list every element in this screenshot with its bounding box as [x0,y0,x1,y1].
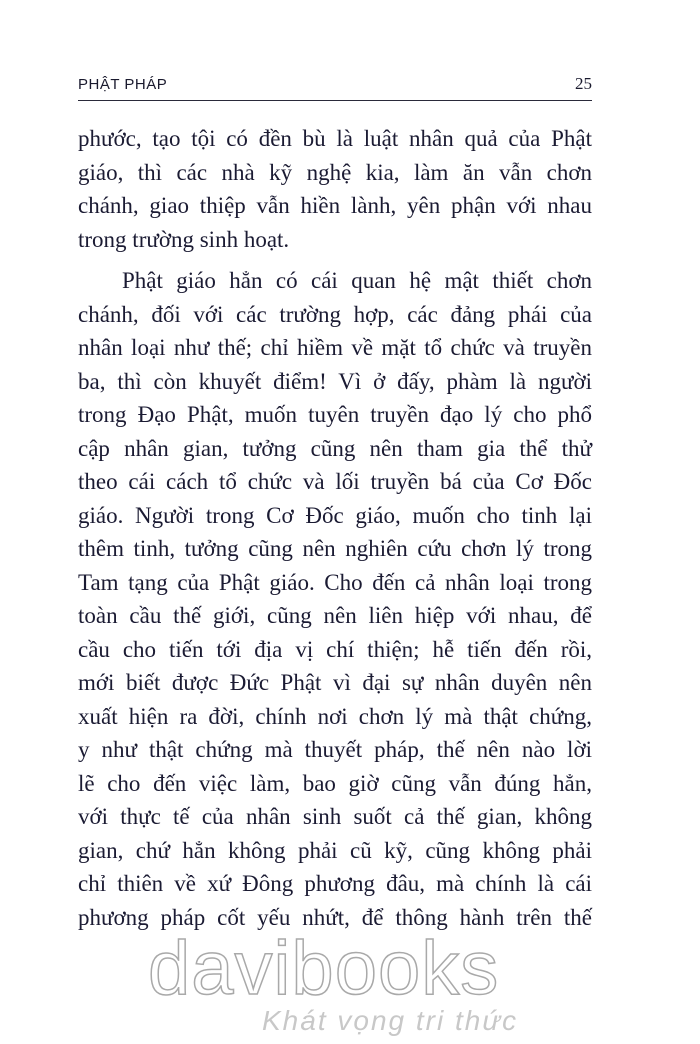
header-rule [78,100,592,101]
text-line: chánh, đối với các trường hợp, các đảng phái của [78,301,592,327]
text-line: nhân loại như thế; chỉ hiềm về mặt tổ chức và truyền [78,335,592,360]
text-line: trong trường sinh hoạt. [78,226,290,252]
text-line: Phật giáo hẳn có cái quan hệ mật thiết chơn [122,268,592,293]
text-line: gian, chứ hẳn không phải cũ kỹ, cũng không phải [78,837,592,863]
text-line: giáo, thì các nhà kỹ nghệ kia, làm ăn vẫn chơn [78,159,592,185]
watermark-tagline: Khát vọng tri thức [262,1005,519,1036]
text-line: Tam tạng của Phật giáo. Cho đến cả nhân loại trong [78,569,592,595]
body-text [78,122,592,934]
text-line: cập nhân gian, tưởng cũng nên tham gia thể thử [78,435,592,461]
text-line: trong Đạo Phật, muốn tuyên truyền đạo lý cho phổ [78,402,592,427]
text-line: cầu cho tiến tới địa vị chí thiện; hễ tiến đến rồi, [78,636,592,662]
watermark [0,905,700,1044]
text-line: phước, tạo tội có đền bù là luật nhân quả của Phật [78,126,592,151]
text-line: thêm tinh, tưởng cũng nên nghiên cứu chơn lý trong [78,536,592,561]
text-line: chỉ thiên về xứ Đông phương đâu, mà chính là cái [78,871,592,896]
text-line: giáo. Người trong Cơ Đốc giáo, muốn cho tinh lại [78,502,592,528]
text-line: lẽ cho đến việc làm, bao giờ cũng vẫn đúng hẳn, [78,770,592,796]
text-line: theo cái cách tổ chức và lối truyền bá của Cơ Đốc [78,469,592,494]
text-line: mới biết được Đức Phật vì đại sự nhân duyên nên [78,670,592,695]
page-number: 25 [575,74,592,93]
text-line: chánh, giao thiệp vẫn hiền lành, yên phận với nhau [78,193,592,218]
text-line: toàn cầu thế giới, cũng nên liên hiệp với nhau, để [78,603,592,628]
paragraph [78,122,592,256]
running-title: PHẬT PHÁP [78,76,168,93]
text-line: y như thật chứng mà thuyết pháp, thế nên nào lời [78,737,592,762]
text-line: phương pháp cốt yếu nhứt, để thông hành trên thế [78,904,592,930]
paragraph [78,264,592,934]
watermark-brand: davibooks [148,926,500,1011]
text-line: với thực tế của nhân sinh suốt cả thế gian, không [78,804,592,829]
text-line: ba, thì còn khuyết điểm! Vì ở đấy, phàm là người [78,368,592,394]
page-header [78,74,592,98]
paragraph-gap [78,256,592,264]
text-line: xuất hiện ra đời, chính nơi chơn lý mà thật chứng, [78,703,592,729]
